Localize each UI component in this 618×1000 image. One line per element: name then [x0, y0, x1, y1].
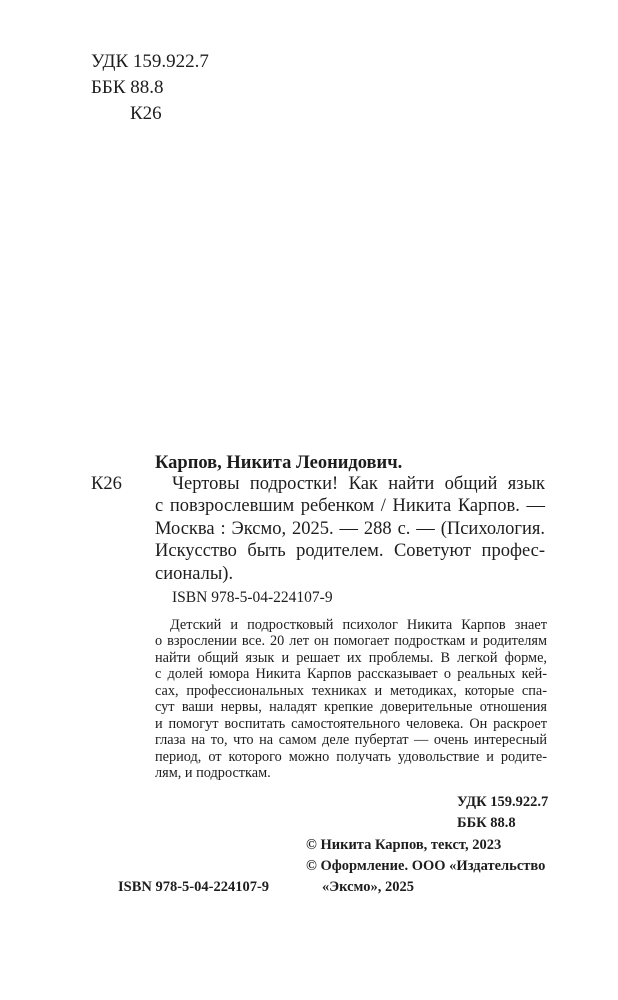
description-line: с долей юмора Никита Карпов рассказывает о реальных кей-: [155, 666, 547, 682]
author-mark: К26: [130, 103, 162, 124]
description-line: сут ваши нервы, наладят крепкие доверительные отношения: [155, 699, 547, 715]
description-line: период, от которого можно получать удовольствие и родите-: [155, 749, 547, 765]
footer-isbn: ISBN 978-5-04-224107-9: [118, 879, 270, 895]
entry-line: с повзрослевшим ребенком / Никита Карпов. —: [155, 496, 545, 516]
entry-line: Чертовы подростки! Как найти общий язык: [172, 474, 545, 494]
footer-bbk: ББК 88.8: [457, 815, 516, 831]
footer-udk: УДК 159.922.7: [457, 794, 549, 810]
copyright-design: © Оформление. ООО «Издательство: [306, 858, 546, 874]
entry-author: Карпов, Никита Леонидович.: [155, 453, 403, 473]
description-line: сах, профессиональных техниках и методиках, которые спа-: [155, 683, 547, 699]
copyright-design-cont: «Эксмо», 2025: [322, 879, 414, 895]
entry-line: Москва : Эксмо, 2025. — 288 с. — (Психология.: [155, 519, 545, 539]
description-line: глаза на то, что на самом деле пубертат — очень интересный: [155, 732, 547, 748]
entry-line: сионалы).: [155, 564, 234, 584]
description-line: найти общий язык и решает их проблемы. В легкой форме,: [155, 650, 547, 666]
copyright-text: © Никита Карпов, текст, 2023: [306, 837, 502, 853]
isbn-line: ISBN 978-5-04-224107-9: [172, 589, 333, 606]
udk-code: УДК 159.922.7: [91, 51, 209, 72]
entry-author-mark: К26: [91, 474, 122, 494]
description-line: лям, и подросткам.: [155, 765, 271, 781]
bbk-code: ББК 88.8: [91, 77, 164, 98]
description-line: о взрослении все. 20 лет он помогает подросткам и родителям: [155, 633, 547, 649]
description-line: Детский и подростковый психолог Никита Карпов знает: [170, 617, 547, 633]
description-line: и помогут воспитать самостоятельного человека. Он раскроет: [155, 716, 547, 732]
entry-line: Искусство быть родителем. Советуют профес-: [155, 541, 545, 561]
